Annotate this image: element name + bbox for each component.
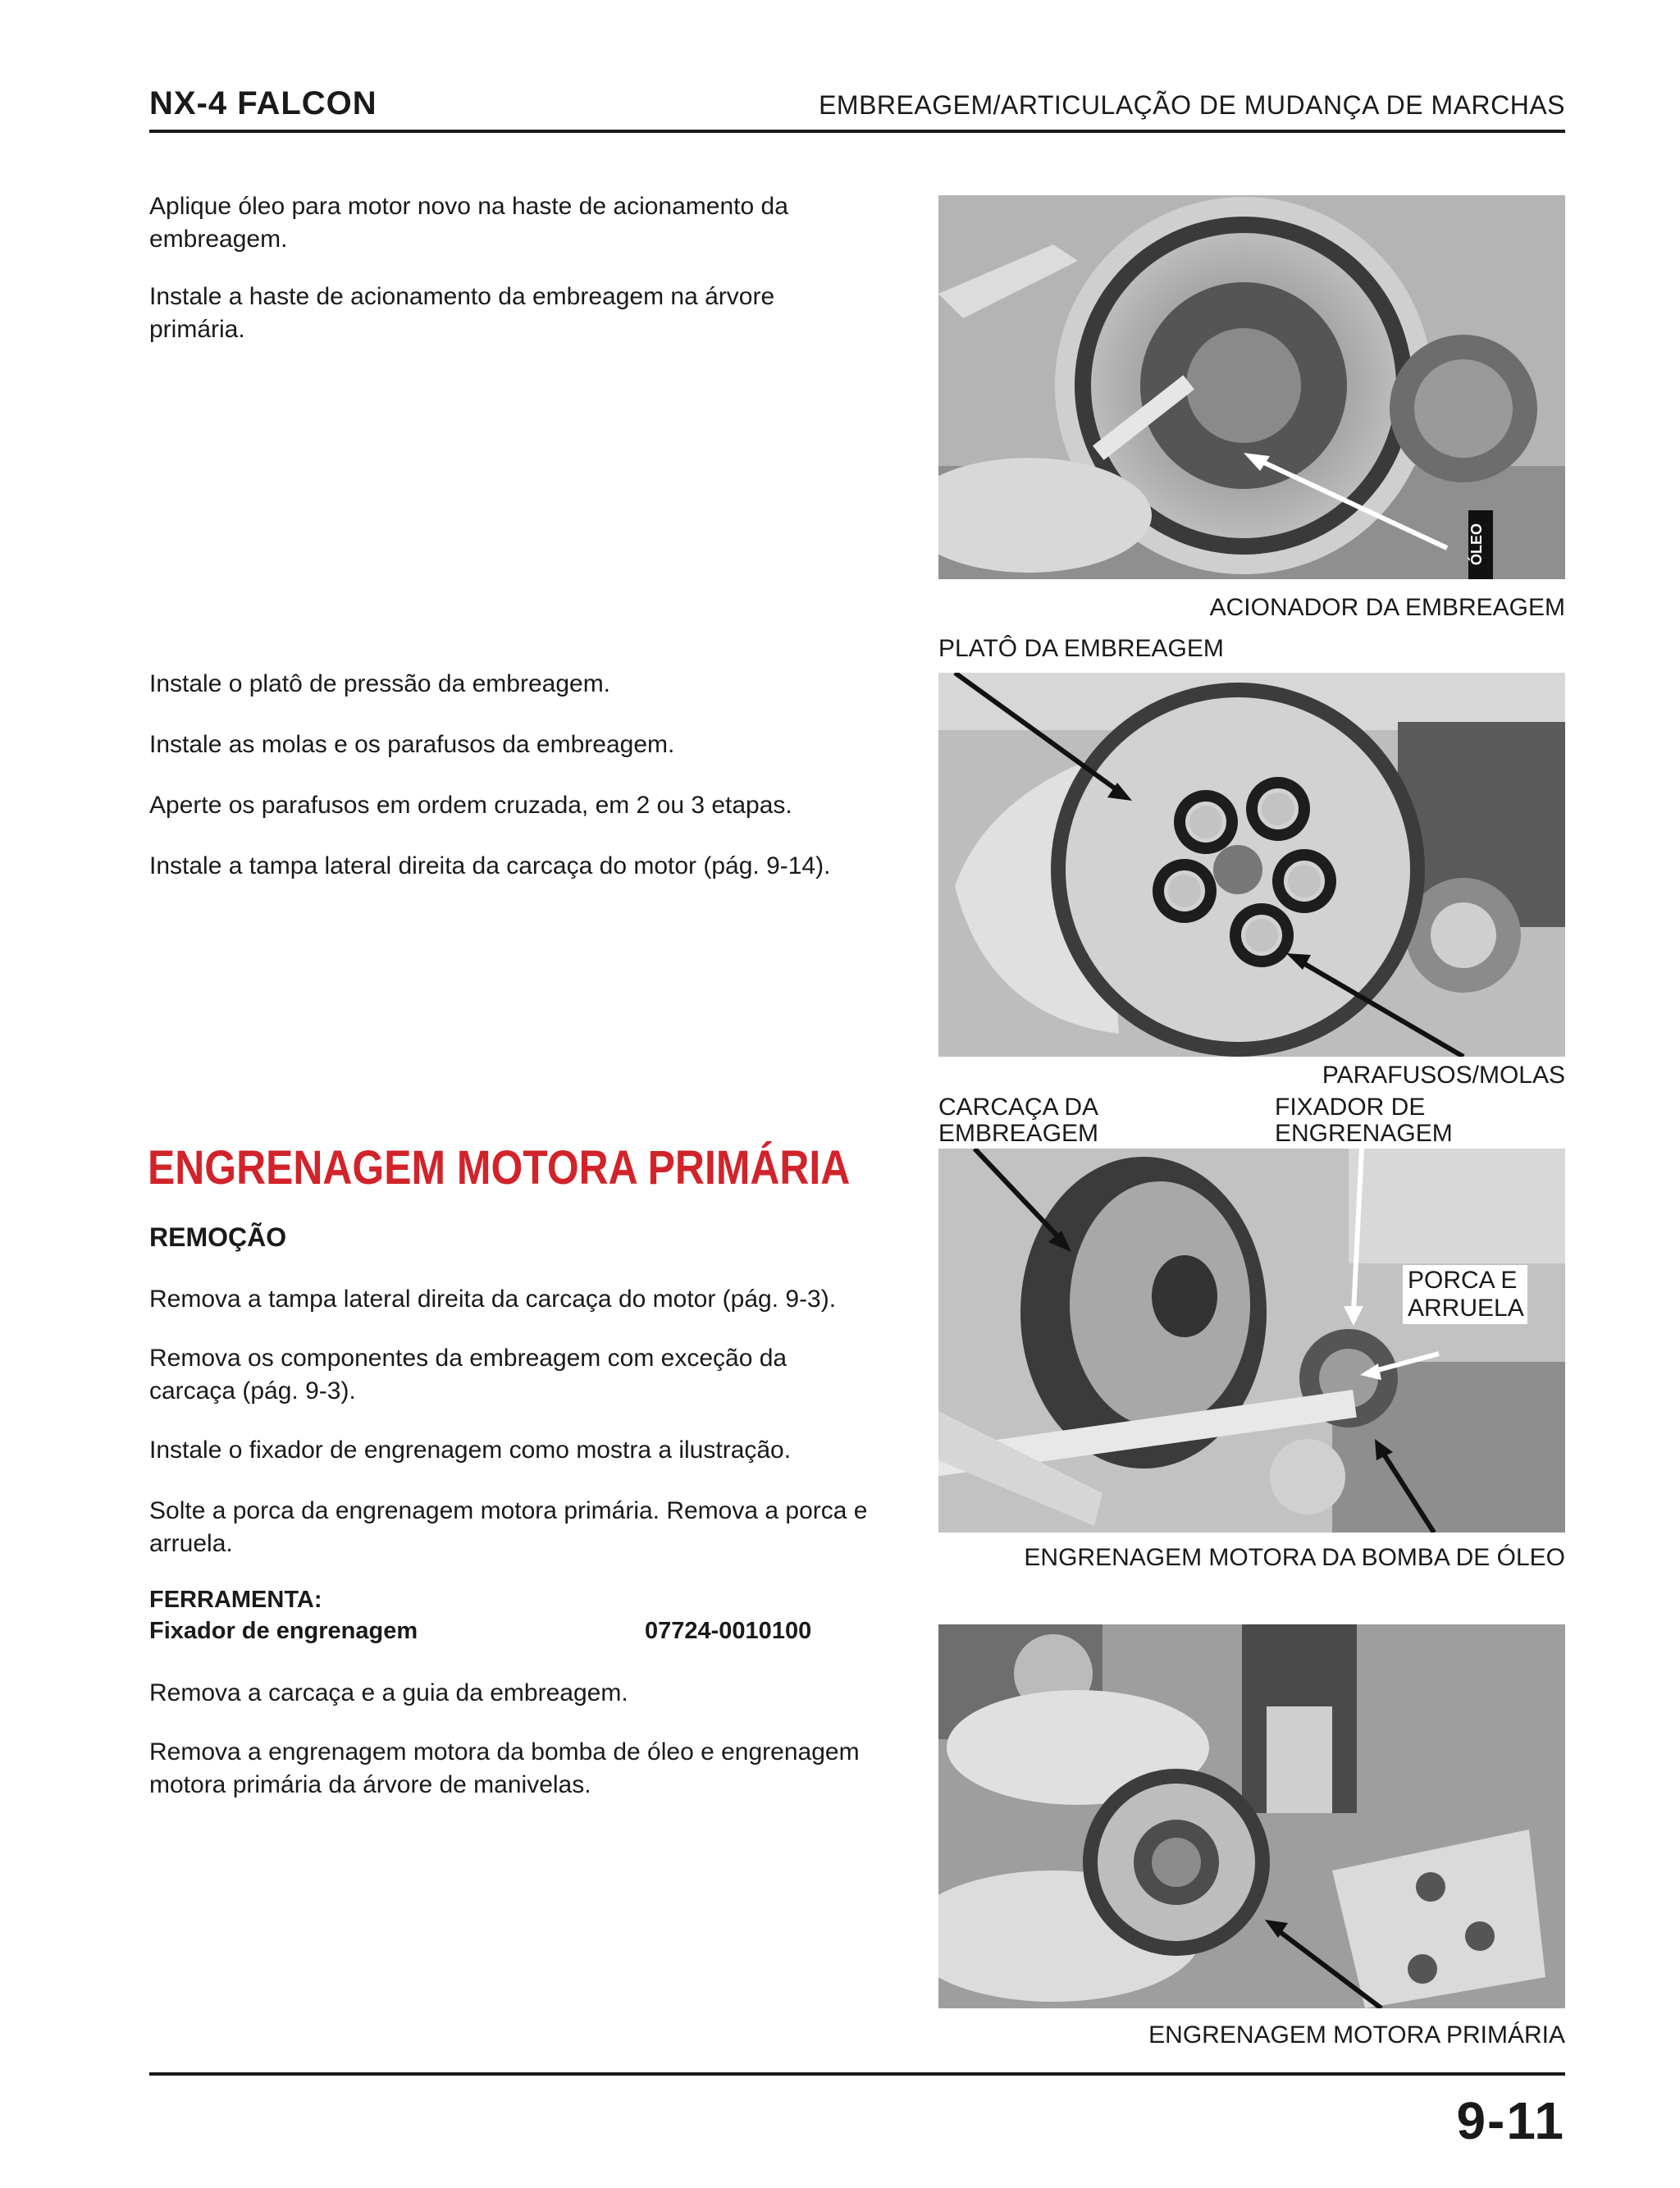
tool-number: 07724-0010100 bbox=[645, 1618, 812, 1644]
header-divider bbox=[149, 130, 1565, 133]
removal-step-gears: Remova a engrenagem motora da bomba de óleo e engrenagem motora primária da árvore de manivelas. bbox=[149, 1738, 860, 1798]
callout-nut-washer: PORCA E ARRUELA bbox=[1403, 1265, 1527, 1324]
removal-step-nut: Solte a porca da engrenagem motora primária. Remova a porca e arruela. bbox=[149, 1497, 868, 1557]
removal-step-holder: Instale o fixador de engrenagem como mostra a ilustração. bbox=[149, 1437, 792, 1464]
label-gear-holder: FIXADOR DE ENGRENAGEM bbox=[1275, 1094, 1453, 1147]
caption-primary-drive-gear: ENGRENAGEM MOTORA PRIMÁRIA bbox=[1148, 2021, 1565, 2049]
label-clutch-outer: CARCAÇA DA EMBREAGEM bbox=[938, 1094, 1099, 1147]
caption-oil-pump-gear: ENGRENAGEM MOTORA DA BOMBA DE ÓLEO bbox=[1024, 1544, 1565, 1571]
instruction-install-rod: Instale a haste de acionamento da embreagem na árvore primária. bbox=[149, 283, 775, 343]
removal-step-cover: Remova a tampa lateral direita da carcaça do motor (pág. 9-3). bbox=[149, 1286, 837, 1313]
caption-bolts-springs: PARAFUSOS/MOLAS bbox=[1322, 1062, 1565, 1089]
photo-pressure-plate bbox=[938, 673, 1565, 1057]
photo-gear-holder bbox=[938, 1149, 1565, 1533]
removal-step-components: Remova os componentes da embreagem com exceção da carcaça (pág. 9-3). bbox=[149, 1345, 788, 1405]
label-pressure-plate: PLATÔ DA EMBREAGEM bbox=[938, 635, 1224, 662]
tool-heading: FERRAMENTA: bbox=[149, 1587, 322, 1613]
instruction-install-cover: Instale a tampa lateral direita da carcaça do motor (pág. 9-14). bbox=[149, 852, 831, 879]
instruction-apply-oil: Aplique óleo para motor novo na haste de acionamento da embreagem. bbox=[149, 193, 788, 253]
tool-name: Fixador de engrenagem bbox=[149, 1618, 418, 1644]
caption-clutch-lifter: ACIONADOR DA EMBREAGEM bbox=[1209, 594, 1565, 621]
subsection-title: REMOÇÃO bbox=[149, 1222, 287, 1252]
section-title: ENGRENAGEM MOTORA PRIMÁRIA bbox=[148, 1141, 851, 1194]
manual-model-title: NX-4 FALCON bbox=[149, 85, 377, 121]
page-number: 9-11 bbox=[1456, 2091, 1565, 2150]
oil-label: ÓLEO bbox=[1468, 523, 1485, 565]
photo-clutch-lifter-rod bbox=[938, 195, 1565, 579]
instruction-tighten-bolts: Aperte os parafusos em ordem cruzada, em 2 ou 3 etapas. bbox=[149, 792, 792, 819]
removal-step-outer: Remova a carcaça e a guia da embreagem. bbox=[149, 1679, 628, 1706]
instruction-install-plate: Instale o platô de pressão da embreagem. bbox=[149, 670, 611, 697]
footer-divider bbox=[149, 2072, 1565, 2076]
photo-primary-drive-gear bbox=[938, 1624, 1565, 2008]
chapter-title: EMBREAGEM/ARTICULAÇÃO DE MUDANÇA DE MARCHAS bbox=[819, 90, 1565, 120]
instruction-install-springs: Instale as molas e os parafusos da embreagem. bbox=[149, 731, 675, 758]
